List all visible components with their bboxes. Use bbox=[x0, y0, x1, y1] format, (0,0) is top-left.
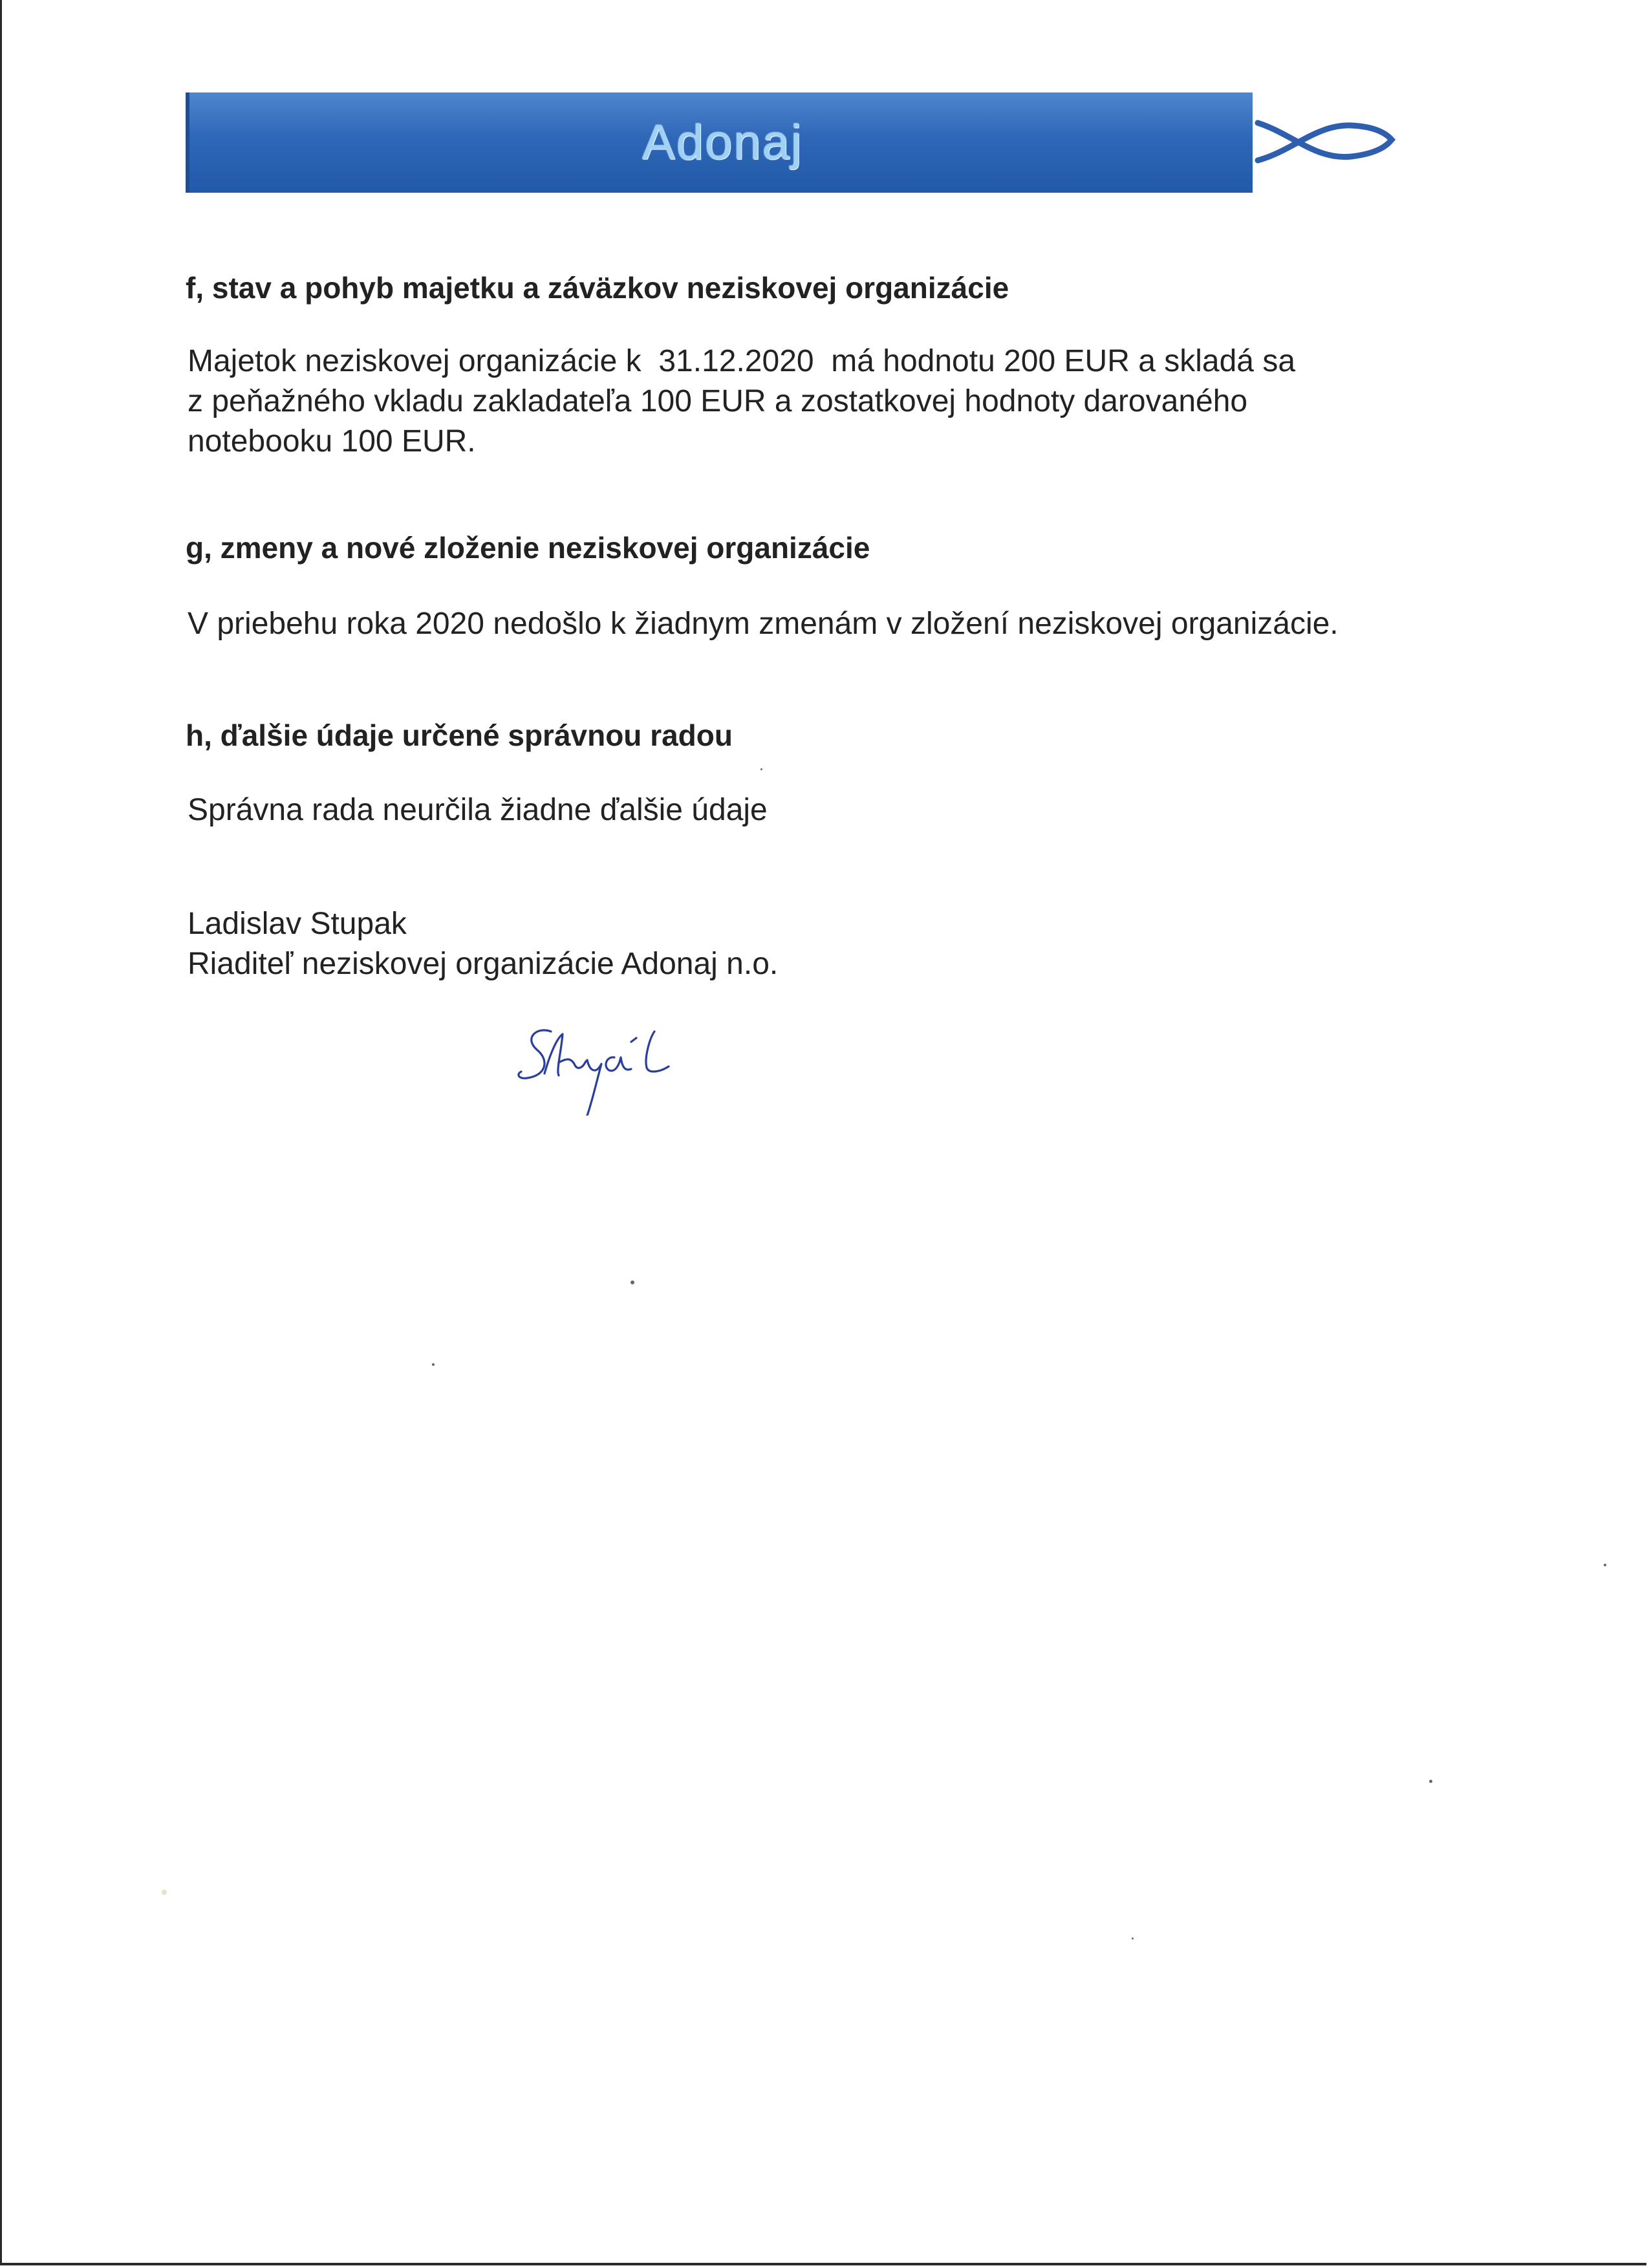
section-g-heading: g, zmeny a nové zloženie neziskovej organizácie bbox=[186, 531, 870, 565]
section-f-line: Majetok neziskovej organizácie k 31.12.2020 má hodnotu 200 EUR a skladá sa bbox=[188, 344, 1296, 378]
signatory-name: Ladislav Stupak bbox=[188, 907, 407, 941]
header-banner bbox=[186, 92, 1253, 193]
section-h-heading: h, ďalšie údaje určené správnou radou bbox=[186, 718, 733, 752]
signatory-block bbox=[188, 904, 778, 984]
section-f-line: z peňažného vkladu zakladateľa 100 EUR a zostatkovej hodnoty darovaného bbox=[188, 384, 1248, 418]
scan-speck bbox=[630, 1280, 634, 1284]
section-g-line: V priebehu roka 2020 nedošlo k žiadnym zmenám v zložení neziskovej organizácie. bbox=[188, 607, 1339, 641]
section-f-line: notebooku 100 EUR. bbox=[188, 424, 476, 459]
scan-speck bbox=[1429, 1780, 1432, 1783]
section-h-body bbox=[188, 790, 768, 830]
handwritten-signature bbox=[511, 1012, 731, 1116]
scan-speck bbox=[432, 1363, 435, 1366]
signatory-role: Riaditeľ neziskovej organizácie Adonaj n.o. bbox=[188, 947, 779, 981]
section-f-heading: f, stav a pohyb majetku a záväzkov neziskovej organizácie bbox=[186, 271, 1009, 305]
scan-speck bbox=[760, 768, 762, 770]
scan-speck bbox=[1132, 1938, 1134, 1939]
section-g-body bbox=[188, 604, 1339, 644]
scan-speck bbox=[1604, 1564, 1606, 1566]
scan-speck bbox=[162, 1890, 167, 1895]
brand-title: Adonaj bbox=[642, 115, 803, 170]
ichthys-fish-icon bbox=[1255, 115, 1397, 167]
section-f-body bbox=[188, 341, 1295, 462]
section-h-line: Správna rada neurčila žiadne ďalšie údaje bbox=[188, 793, 768, 827]
